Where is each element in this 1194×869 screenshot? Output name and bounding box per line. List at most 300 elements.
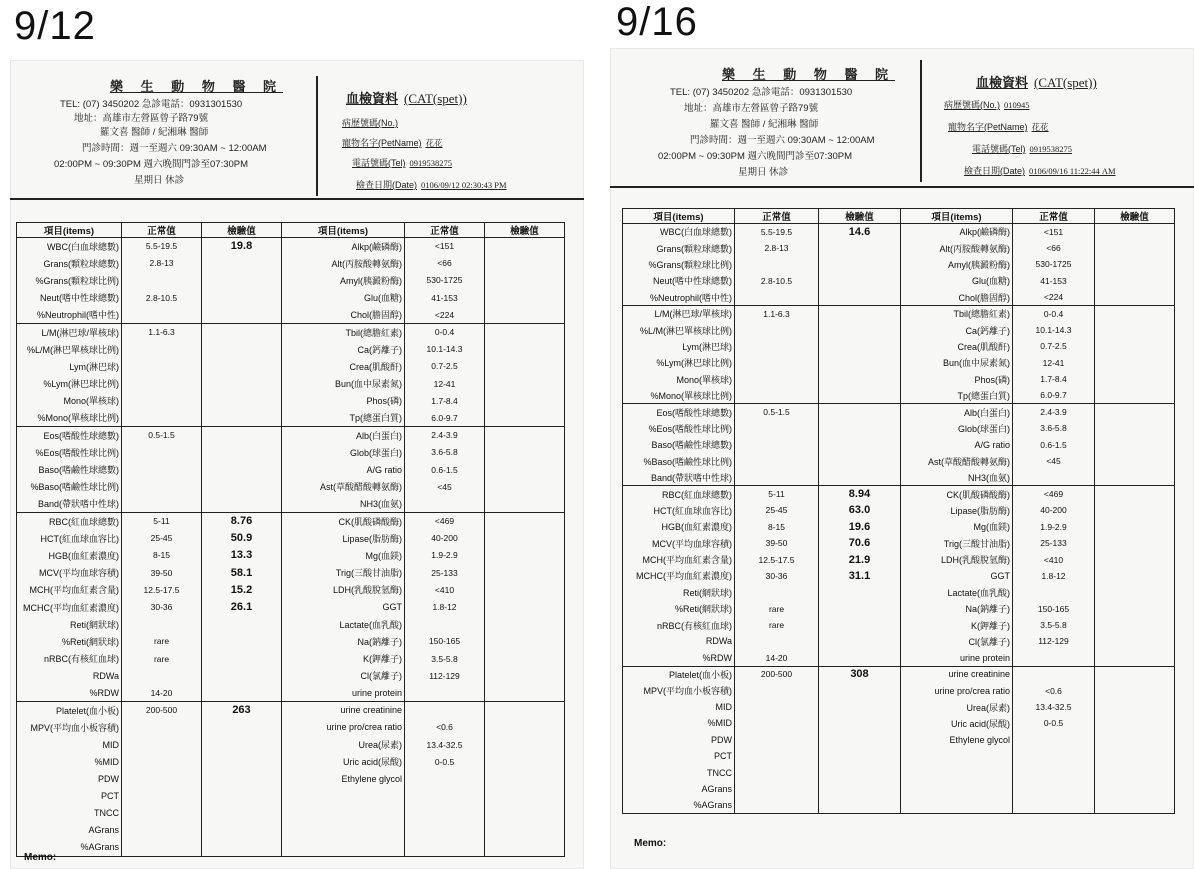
result-value [202, 341, 282, 358]
medical-no-field: 病歷號碼(No.) [342, 118, 398, 128]
result-value-2 [485, 513, 565, 530]
result-value-2 [1095, 224, 1175, 240]
item-name-2: Alkp(鹼磷酶) [282, 238, 405, 255]
table-row [623, 600, 1175, 616]
clinic-name: 樂 生 動 物 醫 院 [722, 67, 896, 82]
result-value [202, 770, 282, 787]
normal-range-2 [405, 805, 485, 822]
result-value [202, 736, 282, 753]
normal-range-2: 1.8-12 [405, 598, 485, 615]
normal-range-2: 0-0.4 [405, 323, 485, 340]
result-value: 63.0 [819, 502, 901, 518]
item-name: nRBC(有核紅血球) [623, 617, 735, 633]
result-value-2 [1095, 453, 1175, 469]
item-name-2: urine protein [901, 650, 1013, 666]
result-value-2 [485, 736, 565, 753]
result-value-2 [485, 719, 565, 736]
item-name-2: Na(鈉離子) [901, 600, 1013, 616]
table-row [623, 535, 1175, 551]
item-name: MPV(平均血小板容積) [17, 719, 122, 736]
table-row [17, 633, 565, 650]
table-row [17, 461, 565, 478]
item-name: HCT(紅血球血容比) [17, 530, 122, 547]
col-header-normal: 正常值 [735, 209, 819, 224]
result-value [202, 427, 282, 444]
item-name-2: GGT [901, 568, 1013, 584]
table-row [17, 564, 565, 581]
table-row [623, 486, 1175, 502]
item-name-2: Urea(尿素) [901, 699, 1013, 715]
table-row [17, 839, 565, 856]
result-value: 70.6 [819, 535, 901, 551]
normal-range: rare [122, 650, 202, 667]
memo-label: Memo: [634, 838, 667, 849]
item-name: %MID [623, 715, 735, 731]
item-name-2: Cl(氯離子) [901, 633, 1013, 649]
item-name: RBC(紅血球總數) [623, 486, 735, 502]
col-header-normal-2: 正常值 [405, 223, 485, 238]
item-name: %Mono(單核球比例) [623, 387, 735, 403]
item-name-2: Ethylene glycol [282, 770, 405, 787]
item-name: %L/M(淋巴單核球比例) [17, 341, 122, 358]
clinic-doctors: 羅文喜 醫師 / 紀湘琳 醫師 [710, 119, 819, 130]
result-value: 308 [819, 666, 901, 682]
normal-range-2: 6.0-9.7 [405, 409, 485, 426]
result-value [819, 387, 901, 403]
item-name: %Neutrophil(嗜中性) [623, 289, 735, 305]
normal-range [735, 764, 819, 780]
item-name: %RDW [17, 684, 122, 701]
col-header-items-2: 項目(items) [282, 223, 405, 238]
result-value [202, 444, 282, 461]
clinic-hours-2: 02:00PM ~ 09:30PM 週六晚間門診至07:30PM [54, 159, 249, 170]
col-header-result-2: 檢驗值 [1095, 209, 1175, 224]
table-row [17, 753, 565, 770]
table-row [623, 273, 1175, 289]
result-value: 31.1 [819, 568, 901, 584]
normal-range-2: 150-165 [405, 633, 485, 650]
normal-range-2 [405, 822, 485, 839]
normal-range: 5-11 [735, 486, 819, 502]
clinic-hours-1: 門診時間：週一至週六 09:30AM ~ 12:00AM [82, 143, 267, 154]
normal-range: 1.1-6.3 [735, 305, 819, 321]
item-name: AGrans [17, 822, 122, 839]
item-name-2: Uric acid(尿酸) [282, 753, 405, 770]
result-value [202, 323, 282, 340]
item-name-2: Lipase(脂肪酶) [901, 502, 1013, 518]
result-value [202, 650, 282, 667]
result-value [202, 667, 282, 684]
item-name-2: A/G ratio [282, 461, 405, 478]
normal-range-2: <0.6 [405, 719, 485, 736]
result-value-2 [1095, 797, 1175, 813]
normal-range-2: 6.0-9.7 [1013, 387, 1095, 403]
header-rule [610, 186, 1194, 188]
result-value-2 [485, 650, 565, 667]
result-value-2 [485, 839, 565, 856]
normal-range [122, 822, 202, 839]
item-name: %Lym(淋巴球比例) [17, 375, 122, 392]
result-value [819, 322, 901, 338]
col-header-result-2: 檢驗值 [485, 223, 565, 238]
normal-range: 5.5-19.5 [122, 238, 202, 255]
item-name-2: LDH(乳酸脫氫酶) [282, 581, 405, 598]
result-value-2 [485, 547, 565, 564]
item-name-2: Glu(血糖) [901, 273, 1013, 289]
result-value-2 [485, 788, 565, 805]
col-header-items: 項目(items) [17, 223, 122, 238]
item-name: Band(帶狀嗜中性球) [623, 469, 735, 485]
table-row [17, 513, 565, 530]
clinic-address: 地址：高雄市左營區曾子路79號 [684, 103, 819, 114]
item-name-2: urine creatinine [282, 702, 405, 719]
clinic-tel: TEL: (07) 3450202 急診電話：0931301530 [670, 87, 853, 98]
result-value [819, 453, 901, 469]
item-name: %Reti(網狀球) [623, 600, 735, 616]
normal-range-2: 40-200 [405, 530, 485, 547]
result-value: 50.9 [202, 530, 282, 547]
result-value-2 [485, 358, 565, 375]
result-value-2 [485, 598, 565, 615]
item-name-2: Trig(三酸甘油脂) [282, 564, 405, 581]
result-value-2 [485, 323, 565, 340]
normal-range: 25-45 [122, 530, 202, 547]
table-row [17, 736, 565, 753]
result-value [819, 781, 901, 797]
normal-range-2: 13.4-32.5 [1013, 699, 1095, 715]
table-row [623, 650, 1175, 666]
normal-range: 2.8-13 [122, 255, 202, 272]
item-name: WBC(白血球總數) [17, 238, 122, 255]
result-value [202, 461, 282, 478]
item-name-2: Trig(三酸甘油脂) [901, 535, 1013, 551]
result-value-2 [485, 306, 565, 323]
normal-range [735, 781, 819, 797]
result-value [202, 822, 282, 839]
item-name: %Baso(嗜鹼性球比例) [17, 478, 122, 495]
result-value-2 [1095, 256, 1175, 272]
result-value-2 [485, 478, 565, 495]
normal-range-2: 13.4-32.5 [405, 736, 485, 753]
table-row [17, 478, 565, 495]
result-value [819, 617, 901, 633]
item-name-2: Phos(磷) [901, 371, 1013, 387]
result-value-2 [485, 633, 565, 650]
normal-range: 200-500 [735, 666, 819, 682]
item-name-2: Amyl(胰澱粉酶) [901, 256, 1013, 272]
result-value-2 [1095, 781, 1175, 797]
normal-range: 12.5-17.5 [122, 581, 202, 598]
result-value-2 [1095, 305, 1175, 321]
item-name-2 [282, 839, 405, 856]
item-name: PCT [623, 748, 735, 764]
result-value [819, 715, 901, 731]
item-name: MCHC(平均血紅素濃度) [623, 568, 735, 584]
normal-range [735, 748, 819, 764]
normal-range-2: 112-129 [405, 667, 485, 684]
normal-range [735, 633, 819, 649]
item-name-2: Uric acid(尿酸) [901, 715, 1013, 731]
result-value-2 [1095, 764, 1175, 780]
normal-range [122, 341, 202, 358]
table-row [17, 667, 565, 684]
result-value [202, 839, 282, 856]
item-name: %Reti(網狀球) [17, 633, 122, 650]
result-value-2 [1095, 404, 1175, 420]
item-name: PDW [17, 770, 122, 787]
result-value [202, 719, 282, 736]
normal-range: rare [735, 617, 819, 633]
normal-range [735, 355, 819, 371]
result-value-2 [485, 702, 565, 719]
table-row [17, 805, 565, 822]
result-value [819, 732, 901, 748]
normal-range-2 [1013, 797, 1095, 813]
item-name-2: Crea(肌酸酐) [901, 338, 1013, 354]
result-value-2 [485, 564, 565, 581]
item-name: Neut(嗜中性球總數) [623, 273, 735, 289]
item-name-2: Lactate(血乳酸) [901, 584, 1013, 600]
item-name-2: Glob(球蛋白) [282, 444, 405, 461]
normal-range [122, 306, 202, 323]
result-value: 58.1 [202, 564, 282, 581]
table-row [17, 788, 565, 805]
normal-range [122, 478, 202, 495]
result-value [202, 358, 282, 375]
normal-range-2: 0-0.5 [405, 753, 485, 770]
normal-range: rare [122, 633, 202, 650]
normal-range-2: 112-129 [1013, 633, 1095, 649]
item-name-2: Tp(總蛋白質) [901, 387, 1013, 403]
normal-range-2: 530-1725 [405, 272, 485, 289]
report-subtitle: (CAT(spet)) [404, 91, 467, 106]
item-name-2 [901, 781, 1013, 797]
result-value-2 [485, 581, 565, 598]
table-row [623, 224, 1175, 240]
result-value-2 [1095, 355, 1175, 371]
item-name-2: Na(鈉離子) [282, 633, 405, 650]
item-name: %Lym(淋巴球比例) [623, 355, 735, 371]
normal-range: 30-36 [735, 568, 819, 584]
result-value [819, 748, 901, 764]
item-name: Reti(網狀球) [623, 584, 735, 600]
item-name: %Grans(顆粒球比例) [17, 272, 122, 289]
result-value-2 [485, 444, 565, 461]
result-value-2 [1095, 666, 1175, 682]
table-row [623, 338, 1175, 354]
phone-field: 電話號碼(Tel) 0919538275 [352, 158, 452, 168]
item-name: %L/M(淋巴單核球比例) [623, 322, 735, 338]
date-label-right: 9/16 [616, 0, 698, 44]
result-value: 13.3 [202, 547, 282, 564]
item-name: TNCC [17, 805, 122, 822]
result-value: 15.2 [202, 581, 282, 598]
normal-range [735, 453, 819, 469]
result-value [819, 420, 901, 436]
result-value-2 [1095, 633, 1175, 649]
normal-range-2: <224 [1013, 289, 1095, 305]
normal-range: 14-20 [122, 684, 202, 701]
normal-range [122, 788, 202, 805]
normal-range-2: 1.9-2.9 [1013, 519, 1095, 535]
item-name: %Neutrophil(嗜中性) [17, 306, 122, 323]
item-name-2: LDH(乳酸脫氫酶) [901, 551, 1013, 567]
item-name: WBC(白血球總數) [623, 224, 735, 240]
item-name-2: Mg(血鎂) [282, 547, 405, 564]
result-value-2 [485, 409, 565, 426]
item-name: PDW [623, 732, 735, 748]
normal-range-2 [1013, 781, 1095, 797]
table-row [17, 444, 565, 461]
result-value [819, 371, 901, 387]
normal-range-2: 0.6-1.5 [405, 461, 485, 478]
table-body-right [623, 224, 1175, 814]
result-value-2 [1095, 371, 1175, 387]
item-name: %Eos(嗜酸性球比例) [17, 444, 122, 461]
item-name: RBC(紅血球總數) [17, 513, 122, 530]
table-row [623, 355, 1175, 371]
result-value-2 [485, 495, 565, 512]
medical-no-field: 病歷號碼(No.) 010945 [944, 100, 1030, 110]
table-row [17, 495, 565, 512]
result-value-2 [1095, 715, 1175, 731]
item-name-2: Ca(鈣離子) [282, 341, 405, 358]
normal-range [735, 387, 819, 403]
normal-range: 39-50 [122, 564, 202, 581]
normal-range-2: 3.5-5.8 [1013, 617, 1095, 633]
table-row [623, 502, 1175, 518]
result-value-2 [485, 289, 565, 306]
report-sheet-right [610, 48, 1194, 869]
result-value-2 [485, 427, 565, 444]
result-value-2 [485, 238, 565, 255]
result-value-2 [485, 461, 565, 478]
item-name: Mono(單核球) [623, 371, 735, 387]
memo-label: Memo: [24, 852, 57, 863]
item-name-2: Glu(血糖) [282, 289, 405, 306]
table-row [623, 633, 1175, 649]
table-body-left [17, 238, 565, 857]
table-row [623, 256, 1175, 272]
normal-range: 8-15 [122, 547, 202, 564]
report-title: 血檢資料 (CAT(spet)) [346, 91, 467, 106]
normal-range [735, 322, 819, 338]
normal-range-2: 0-0.5 [1013, 715, 1095, 731]
item-name-2: urine pro/crea ratio [901, 682, 1013, 698]
pet-name-field: 寵物名字(PetName) 花花 [948, 122, 1049, 132]
result-value [819, 338, 901, 354]
normal-range: 12.5-17.5 [735, 551, 819, 567]
item-name-2 [901, 748, 1013, 764]
phone-field: 電話號碼(Tel) 0919538275 [972, 144, 1072, 154]
result-value-2 [485, 616, 565, 633]
item-name: HGB(血紅素濃度) [623, 519, 735, 535]
result-value-2 [1095, 338, 1175, 354]
table-row [623, 748, 1175, 764]
table-row [17, 375, 565, 392]
item-name: MCH(平均血紅素含量) [17, 581, 122, 598]
result-value-2 [485, 805, 565, 822]
table-row [623, 764, 1175, 780]
normal-range-2: 1.9-2.9 [405, 547, 485, 564]
result-value-2 [1095, 732, 1175, 748]
normal-range-2: <66 [1013, 240, 1095, 256]
table-row [623, 666, 1175, 682]
item-name: %Baso(嗜鹼性球比例) [623, 453, 735, 469]
result-value-2 [1095, 289, 1175, 305]
item-name-2: Alb(白蛋白) [901, 404, 1013, 420]
normal-range-2: <410 [1013, 551, 1095, 567]
report-subtitle: (CAT(spet)) [1034, 75, 1097, 90]
item-name: HCT(紅血球血容比) [623, 502, 735, 518]
normal-range: 30-36 [122, 598, 202, 615]
header-divider [316, 76, 318, 196]
normal-range-2: 1.8-12 [1013, 568, 1095, 584]
result-value [819, 699, 901, 715]
normal-range-2: <45 [405, 478, 485, 495]
normal-range: 14-20 [735, 650, 819, 666]
result-value-2 [1095, 699, 1175, 715]
normal-range [735, 437, 819, 453]
item-name: Neut(嗜中性球總數) [17, 289, 122, 306]
item-name: RDWa [17, 667, 122, 684]
item-name: TNCC [623, 764, 735, 780]
normal-range-2 [405, 839, 485, 856]
result-value-2 [485, 667, 565, 684]
result-value-2 [1095, 502, 1175, 518]
report-title: 血檢資料 (CAT(spet)) [976, 75, 1097, 90]
item-name: AGrans [623, 781, 735, 797]
item-name-2 [282, 822, 405, 839]
result-value-2 [1095, 322, 1175, 338]
normal-range-2: <66 [405, 255, 485, 272]
normal-range [122, 409, 202, 426]
table-row [17, 323, 565, 340]
item-name: PCT [17, 788, 122, 805]
result-value-2 [1095, 486, 1175, 502]
result-value-2 [1095, 551, 1175, 567]
normal-range-2: 1.7-8.4 [1013, 371, 1095, 387]
item-name: L/M(淋巴球/單核球) [17, 323, 122, 340]
table-row [623, 519, 1175, 535]
item-name-2: urine protein [282, 684, 405, 701]
normal-range [735, 699, 819, 715]
header-divider [920, 60, 922, 182]
normal-range [735, 584, 819, 600]
col-header-normal-2: 正常值 [1013, 209, 1095, 224]
normal-range-2: 10.1-14.3 [405, 341, 485, 358]
result-value: 263 [202, 702, 282, 719]
item-name: Lym(淋巴球) [17, 358, 122, 375]
normal-range-2: 0.7-2.5 [405, 358, 485, 375]
item-name-2: Bun(血中尿素氮) [901, 355, 1013, 371]
normal-range-2: <0.6 [1013, 682, 1095, 698]
result-value-2 [1095, 584, 1175, 600]
item-name-2: Amyl(胰澱粉酶) [282, 272, 405, 289]
item-name: MPV(平均血小板容積) [623, 682, 735, 698]
item-name-2 [901, 797, 1013, 813]
item-name: MID [623, 699, 735, 715]
result-value-2 [1095, 617, 1175, 633]
result-value [202, 495, 282, 512]
table-row [17, 238, 565, 255]
normal-range-2 [1013, 748, 1095, 764]
table-row [17, 770, 565, 787]
normal-range: 39-50 [735, 535, 819, 551]
normal-range: 8-15 [735, 519, 819, 535]
table-row [17, 547, 565, 564]
normal-range-2: 25-133 [405, 564, 485, 581]
